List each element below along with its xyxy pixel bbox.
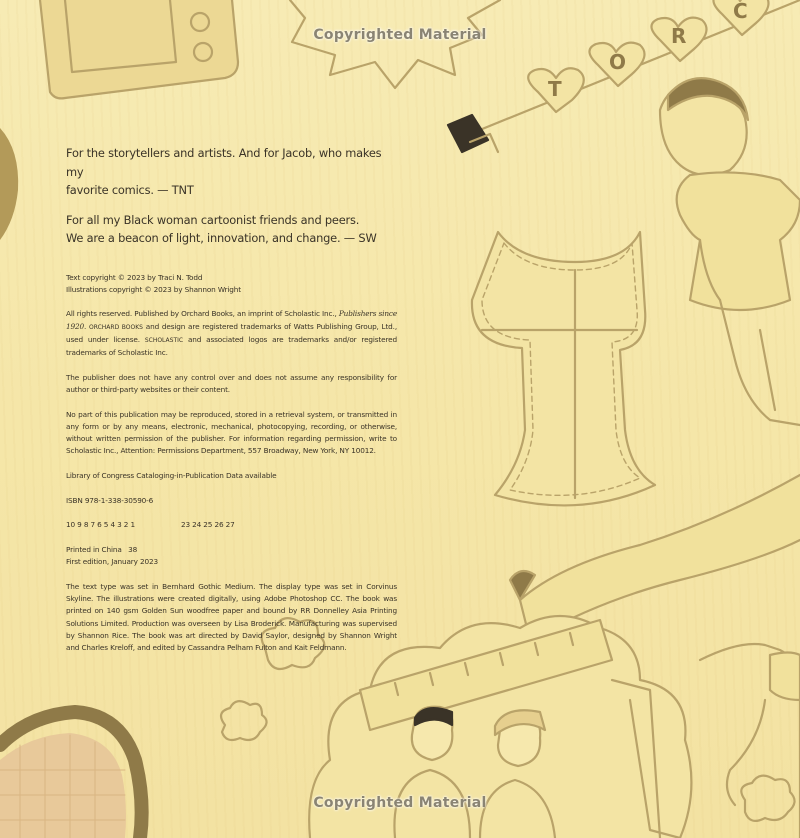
dedication-line: We are a beacon of light, innovation, and change. — SW [66,231,377,245]
banner-letter: T [548,77,562,101]
comic-burst-illustration [290,0,500,88]
banner-letter: R [671,24,687,48]
dedication-line: For the storytellers and artists. And for Jacob, who makes my [66,146,382,179]
cloud-illustration [221,701,267,740]
print-year-sequence: 23 24 25 26 27 [181,520,235,530]
printed-in: Printed in China 38 [66,545,138,555]
girl-illustration [660,78,800,425]
banner-letter: C [733,0,748,23]
print-number-sequence: 10 9 8 7 6 5 4 3 2 1 [66,520,135,530]
cip-data: Library of Congress Cataloging-in-Publication Data available [66,470,277,480]
copyright-text-block [66,144,397,654]
text-copyright: Text copyright © 2023 by Traci N. Todd [66,272,203,282]
printing-line [66,519,397,531]
watermark-bottom: Copyrighted Material [313,795,487,811]
banner-letter: O [609,50,627,74]
rights-statement: All rights reserved. Published by Orchard Books, an imprint of Scholastic Inc., Publishers since 1920. ORCHARD BOOKS and design are registered trademarks of Watts Publishing Group, Ltd., used under license. SCHOLASTIC and associated logos are trademarks and/or registered trademarks of Scholastic Inc. [66,309,398,358]
sewing-pattern-illustration [472,232,655,505]
illustration-copyright: Illustrations copyright © 2023 by Shannon Wright [66,284,241,294]
colophon: The text type was set in Bernhard Gothic Medium. The display type was set in Corvinus Skyline. The illustrations were created digitally, using Adobe Photoshop CC. The book was printed on 140 gsm Golden Sun woodfree paper and bound by RR Donnelley Asia Printing Solutions Limited. Production was overseen by Lisa Broderick. Manufacturing was supervised by Shannon Rice. The book was art directed by David Saylor, designed by Shannon Wright and Charles Kreloff, and edited by Cassandra Pelham Fulton and Kait Feldmann. [66,581,397,652]
publisher-disclaimer: The publisher does not have any control over and does not assume any responsibility for author or third-party websites or their content. [66,372,397,394]
illustrator-dedication [66,211,397,248]
isbn: ISBN 978-1-338-30590-6 [66,495,154,505]
permissions-notice: No part of this publication may be reproduced, stored in a retrieval system, or transmitted in any form or by any means, electronic, mechanical, photocopying, recording, or otherwise, without written permission of the publisher. For information regarding permission, write to Scholastic Inc., Attention: Permissions Department, 557 Broadway, New York, NY 10012. [66,409,397,456]
dedication-line: favorite comics. — TNT [66,183,194,197]
edition: First edition, January 2023 [66,557,158,567]
dedication-line: For all my Black woman cartoonist friends and peers. [66,212,360,227]
television-illustration [40,0,238,98]
watermark-top: Copyrighted Material [313,27,487,43]
author-dedication [66,144,397,200]
left-edge-illustration [0,128,18,240]
